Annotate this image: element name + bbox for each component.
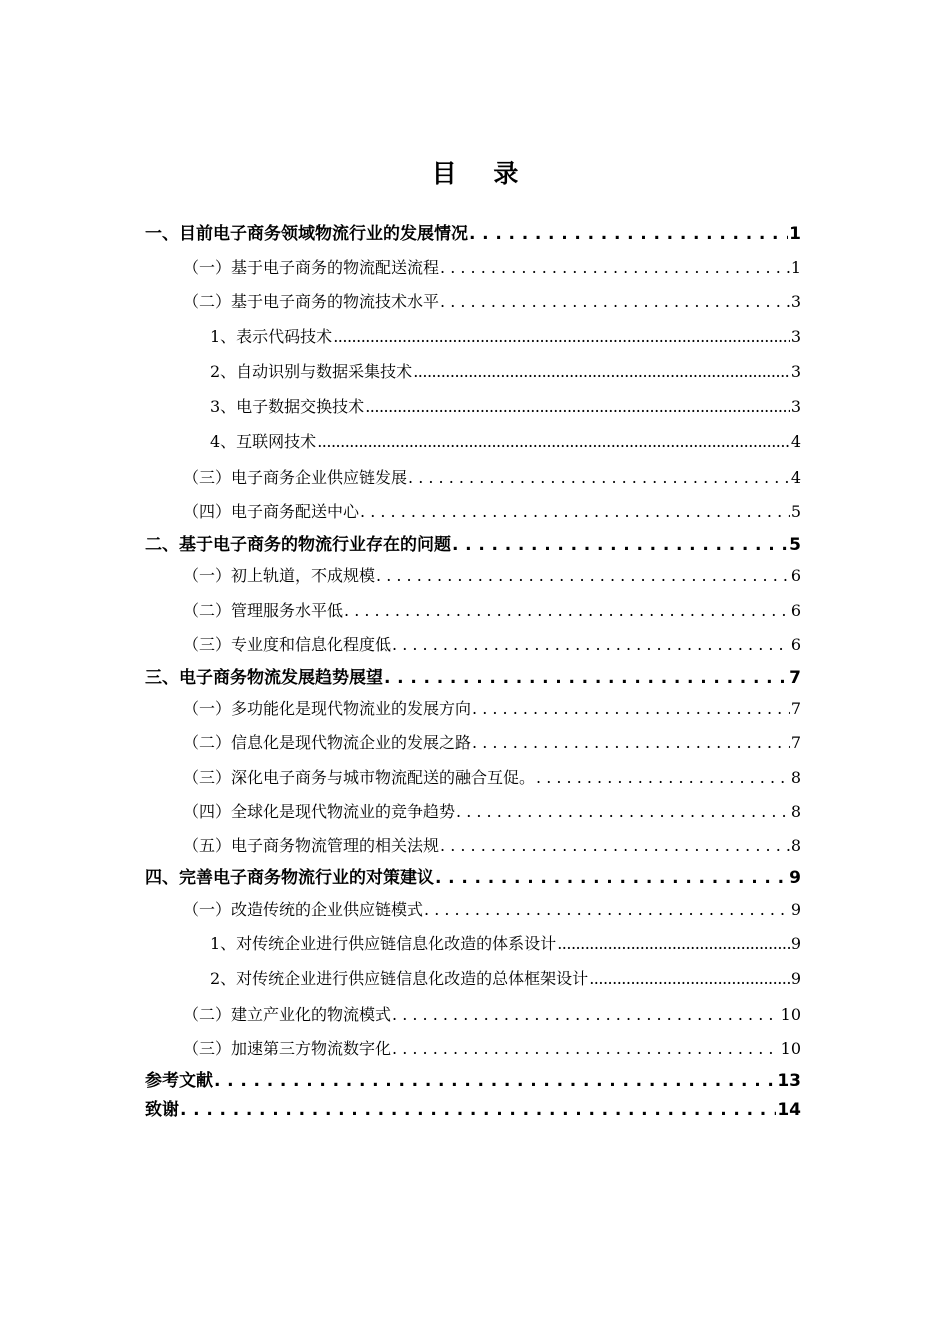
toc-leader-dots [392,633,790,657]
toc-entry-label: （二）信息化是现代物流企业的发展之路 [183,733,472,752]
toc-entry-label: 参考文献 [145,1071,213,1091]
toc-leader-dots [344,599,790,623]
toc-page-number: 14 [777,1100,801,1120]
toc-page-number: 7 [789,668,801,688]
toc-entry-label: （一）初上轨道，不成规模 [183,566,376,585]
toc-entry-label: （三）加速第三方物流数字化 [183,1039,392,1058]
toc-leader-dots [317,430,790,454]
toc-leader-dots [440,834,790,858]
toc-leader-dots [469,222,788,246]
toc-entry-label: 二、基于电子商务的物流行业存在的问题 [145,535,451,555]
toc-leader-dots [180,1098,776,1122]
toc-leader-dots [456,800,790,824]
toc-page-number: 4 [790,432,801,451]
toc-entry[interactable] [183,500,801,524]
toc-entry-label: （二）建立产业化的物流模式 [183,1005,392,1024]
toc-entry-label: （一）改造传统的企业供应链模式 [183,900,424,919]
toc-entry[interactable] [145,866,801,890]
toc-page-number: 1 [790,258,801,277]
toc-entry-label: （二）基于电子商务的物流技术水平 [183,292,440,311]
toc-entry-label: （三）深化电子商务与城市物流配送的融合互促。 [183,768,536,787]
toc-page-number: 5 [790,502,801,521]
toc-page-number: 7 [790,733,801,752]
toc-entry-label: 3、电子数据交换技术 [210,397,365,416]
toc-entry[interactable] [145,1069,801,1093]
toc-page-number: 9 [790,934,801,953]
toc-page-number: 8 [790,768,801,787]
toc-entry[interactable] [210,932,801,956]
toc-page-number: 9 [789,868,801,888]
toc-page-number: 4 [790,468,801,487]
toc-leader-dots [384,666,788,690]
toc-page-number: 6 [790,566,801,585]
toc-title: 目 录 [431,159,533,188]
toc-leader-dots [392,1003,780,1027]
toc-entry-label: （二）管理服务水平低 [183,601,344,620]
toc-entry[interactable] [210,360,801,384]
toc-entry-label: （四）全球化是现代物流业的竞争趋势 [183,802,456,821]
toc-page-number: 13 [777,1071,801,1091]
toc-entry-label: 1、表示代码技术 [210,327,333,346]
toc-entry-label: 2、对传统企业进行供应链信息化改造的总体框架设计 [210,969,589,988]
toc-leader-dots [392,1037,780,1061]
toc-entry[interactable] [183,834,801,858]
toc-leader-dots [333,325,790,349]
toc-entry-label: 1、对传统企业进行供应链信息化改造的体系设计 [210,934,557,953]
toc-entry-label: （三）专业度和信息化程度低 [183,635,392,654]
toc-leader-dots [376,564,790,588]
toc-leader-dots [452,533,788,557]
toc-leader-dots [413,360,790,384]
toc-entry[interactable] [183,1037,801,1061]
toc-entry[interactable] [183,697,801,721]
toc-leader-dots [424,898,790,922]
toc-page-number: 6 [790,635,801,654]
toc-leader-dots [536,766,790,790]
toc-leader-dots [440,290,790,314]
toc-entry[interactable] [210,430,801,454]
toc-entry[interactable] [145,1098,801,1122]
toc-entry[interactable] [145,533,801,557]
toc-entry-label: 一、目前电子商务领域物流行业的发展情况 [145,224,468,244]
toc-entry-label: （五）电子商务物流管理的相关法规 [183,836,440,855]
toc-entry[interactable] [183,1003,801,1027]
toc-leader-dots [472,697,790,721]
toc-page-number: 6 [790,601,801,620]
toc-entry[interactable] [183,466,801,490]
toc-page-number: 10 [780,1039,801,1058]
toc-entry-label: （一）多功能化是现代物流业的发展方向 [183,699,472,718]
toc-leader-dots [440,256,790,280]
toc-leader-dots [557,932,790,956]
toc-page-number: 3 [790,327,801,346]
toc-entry[interactable] [183,800,801,824]
toc-page-number: 8 [790,802,801,821]
toc-page-number: 1 [789,224,801,244]
toc-entry-label: （三）电子商务企业供应链发展 [183,468,408,487]
toc-entry-label: 三、电子商务物流发展趋势展望 [145,668,383,688]
toc-entry[interactable] [183,731,801,755]
toc-leader-dots [589,967,790,991]
toc-entry[interactable] [183,564,801,588]
toc-entry[interactable] [145,222,801,246]
toc-entry[interactable] [210,967,801,991]
toc-entry[interactable] [183,290,801,314]
toc-page-number: 5 [789,535,801,555]
toc-page-number: 7 [790,699,801,718]
toc-page-number: 9 [790,969,801,988]
toc-entry[interactable] [183,898,801,922]
toc-entry[interactable] [183,633,801,657]
toc-entry-label: 4、互联网技术 [210,432,317,451]
toc-leader-dots [360,500,790,524]
toc-page-number: 3 [790,397,801,416]
toc-entry-label: 2、自动识别与数据采集技术 [210,362,413,381]
toc-leader-dots [435,866,788,890]
toc-entry[interactable] [183,599,801,623]
toc-entry-label: （四）电子商务配送中心 [183,502,360,521]
toc-entry-label: 致谢 [145,1100,179,1120]
toc-entry-label: 四、完善电子商务物流行业的对策建议 [145,868,434,888]
toc-page-number: 8 [790,836,801,855]
toc-leader-dots [365,395,790,419]
toc-page-number: 9 [790,900,801,919]
toc-entry[interactable] [145,666,801,690]
toc-entry[interactable] [183,766,801,790]
toc-page-number: 3 [790,362,801,381]
toc-leader-dots [472,731,790,755]
toc-entry-label: （一）基于电子商务的物流配送流程 [183,258,440,277]
toc-entry[interactable] [210,325,801,349]
toc-entry[interactable] [210,395,801,419]
toc-leader-dots [214,1069,776,1093]
toc-leader-dots [408,466,790,490]
toc-page-number: 3 [790,292,801,311]
toc-page-number: 10 [780,1005,801,1024]
toc-entry[interactable] [183,256,801,280]
